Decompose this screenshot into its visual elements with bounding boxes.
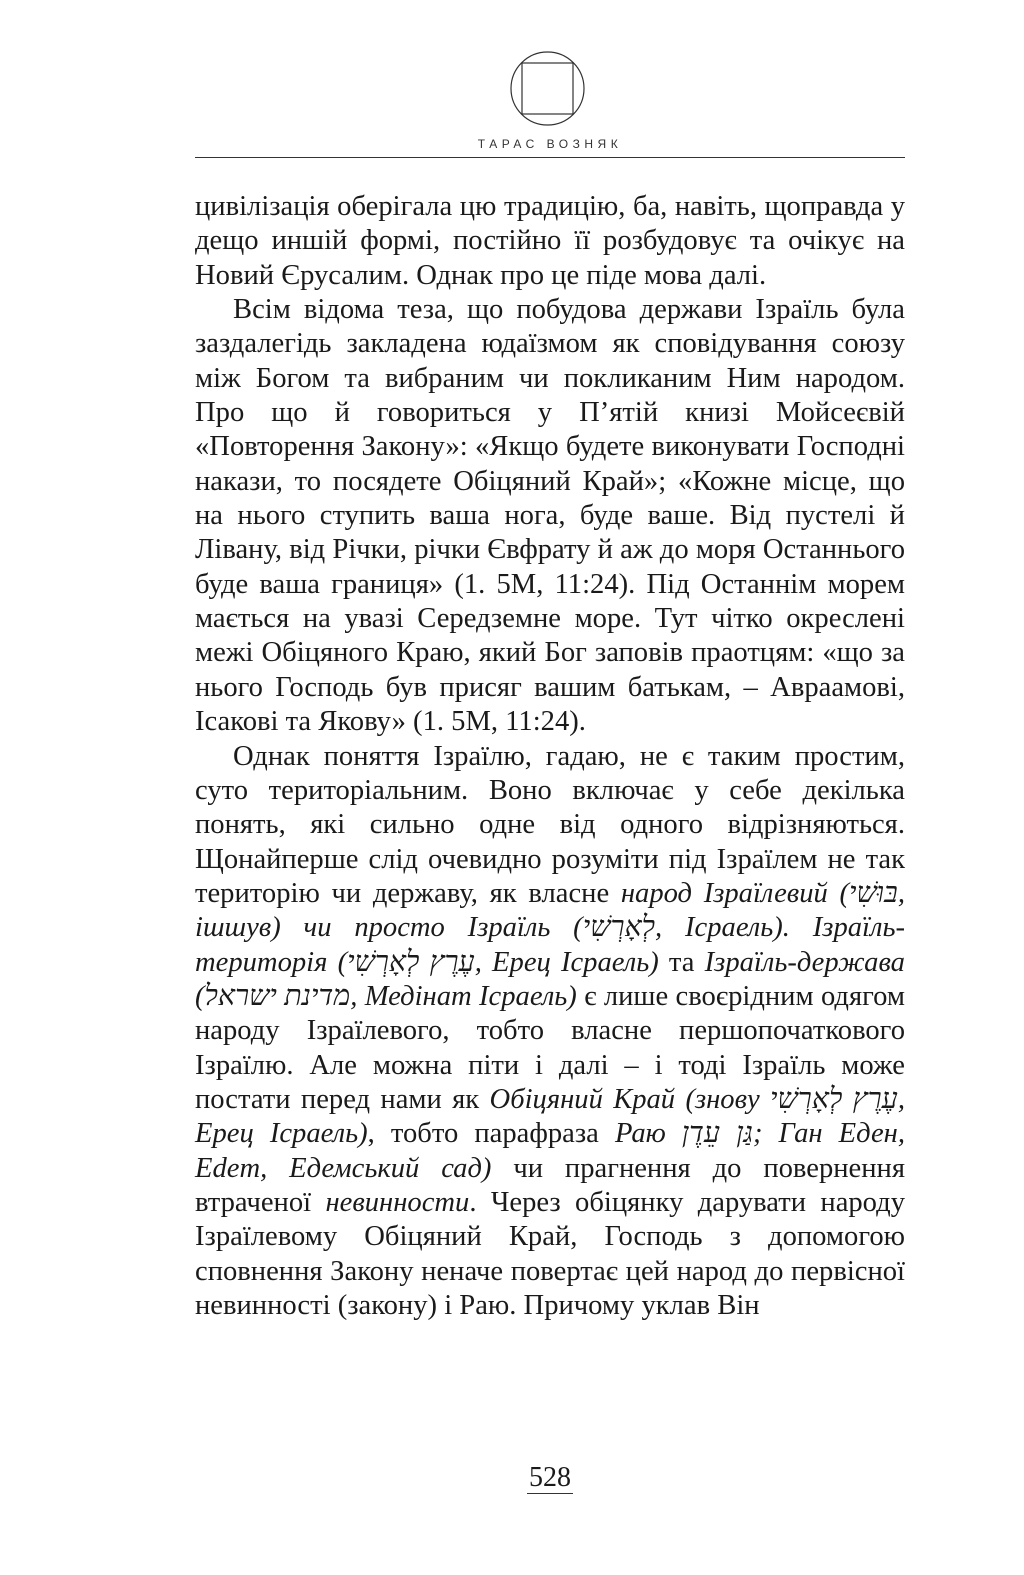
hebrew-term: עֶרֶץ לְאָרְשִׁי (347, 946, 475, 978)
text-run: чи прагнення до повернення втраченої (195, 1152, 905, 1218)
paragraph-2: Всім відома теза, що побудова держави Ізраїль була заздалегідь закладена юдаїзмом як сповідування союзу між Богом та вибраним чи покликаним Ним народом. Про що й говориться у П’ятій книзі Мойсеєвій «Повторення Закону»: «Якщо будете виконувати Господні накази, то посядете Обіцяний Край»; «Кожне місце, що на нього ступить ваша нога, буде ваше. Від пустелі й Лівану, від Річки, річки Євфрату й аж до моря Останнього буде ваша границя» (1. 5М, 11:24). Під Останнім морем мається на увазі Середземне море. Тут чітко окреслені межі Обіцяного Краю, який Бог заповів праотцям: «що за нього Господь був присяг вашим батькам, – Авраамові, Ісакові та Якову» (1. 5М, 11:24). (195, 294, 905, 738)
body-text (195, 190, 905, 1323)
text-run: . Через обіцянку дарувати народу Ізраїлевому Обіцяний Край, Господь з допомогою сповнення Закону неначе повертає цей народ до первісної невинності (закону) і Раю. Причому уклав Він (195, 1186, 905, 1321)
italic-run: ; Ган Еден, Edem, Едемський сад) (195, 1118, 905, 1184)
italic-run: Обіцяний Край (знову (489, 1083, 771, 1115)
italic-run: , ішшув) чи просто Ізраїль ( (195, 877, 905, 944)
hebrew-term: בּוּשִׁי (849, 877, 898, 909)
circle-square-emblem-icon (509, 50, 586, 127)
running-head: ТАРАС ВОЗНЯК (477, 137, 623, 151)
hebrew-term: גַּן עֵדֶן (681, 1118, 753, 1150)
italic-run: Раю (614, 1118, 682, 1150)
italic-run: , Ерец Ісраель) (195, 1083, 905, 1150)
hebrew-term: עֶרֶץ לְאָרְשִׁי (770, 1083, 898, 1115)
italic-run: , Ерец Ісраель) (474, 946, 659, 978)
text-run: Однак поняття Ізраїлю, гадаю, не є таким простим, суто територіальним. Воно включає у себе декілька понять, які сильно одне від одного відрізняються. Щонайперше слід очевидно розуміти під Ізраїлем не так територію чи державу, як власне (195, 740, 905, 909)
italic-run: , Ісраель). Ізраїль-територія ( (195, 912, 905, 978)
italic-run: невинности (325, 1186, 470, 1218)
text-run: , тобто парафраза (367, 1118, 615, 1150)
hebrew-term: לְאָרְשִׁי (582, 912, 656, 944)
page-number-value: 528 (529, 1462, 571, 1493)
page-number (195, 1462, 905, 1494)
paragraph-3 (195, 740, 905, 1324)
italic-run: Ізраїль-держава ( (195, 946, 905, 1012)
paragraph-1: цивілізація оберігала цю традицію, ба, навіть, щоправда у дещо иншій формі, постійно її розбудовує та очікує на Новий Єрусалим. Однак про це піде мова далі. (195, 191, 905, 291)
text-run: є лише своєрідним одягом народу Ізраїлевого, тобто власне першопочаткового Ізраїлю. Але можна піти і далі – і тоді Ізраїль може постати перед нами як (195, 980, 905, 1115)
header-rule (195, 157, 905, 158)
hebrew-term: מדינת ישראל (204, 980, 351, 1012)
text-run: та (658, 946, 705, 978)
italic-run: , Медінат Ісраель) (350, 980, 577, 1012)
italic-run: народ Ізраїлевий ( (620, 877, 849, 909)
